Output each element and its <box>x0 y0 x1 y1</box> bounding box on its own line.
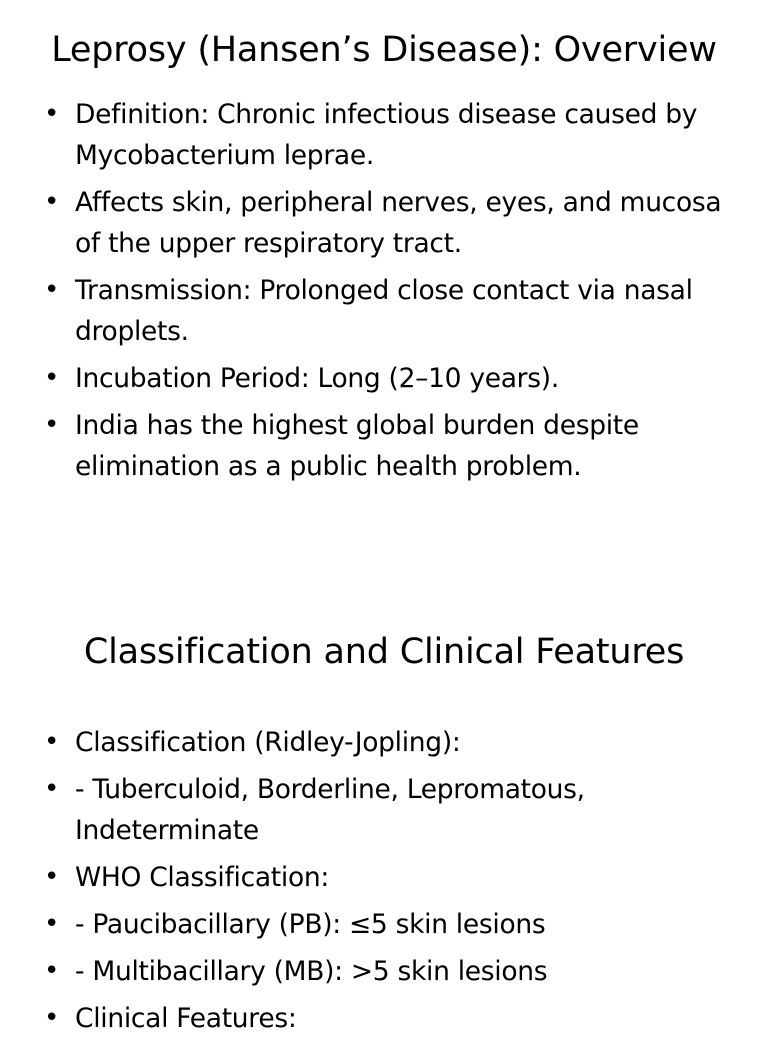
bullet-icon: • <box>44 275 60 305</box>
bullet-icon: • <box>44 1003 60 1033</box>
bullet-text: Definition: Chronic infectious disease caused by Mycobacterium leprae. <box>75 99 698 171</box>
slide-title: Leprosy (Hansen’s Disease): Overview <box>51 30 717 70</box>
bullet-icon: • <box>44 774 60 804</box>
bullet-icon: • <box>44 99 60 129</box>
bullet-text: WHO Classification: <box>75 862 329 893</box>
bullet-icon: • <box>44 909 60 939</box>
bullet-text: Incubation Period: Long (2–10 years). <box>75 363 559 394</box>
bullet-icon: • <box>44 410 60 440</box>
bullet-icon: • <box>44 363 60 393</box>
slide-classification <box>0 600 768 1034</box>
slide-title: Classification and Clinical Features <box>83 632 685 672</box>
bullet-icon: • <box>44 956 60 986</box>
bullet-icon: • <box>44 727 60 757</box>
list-item <box>0 857 768 898</box>
list-item <box>0 951 768 992</box>
bullet-text: Classification (Ridley-Jopling): <box>75 727 461 758</box>
list-item <box>0 405 768 487</box>
bullet-list <box>0 94 768 487</box>
bullet-text: - Multibacillary (MB): >5 skin lesions <box>75 956 548 987</box>
bullet-text: - Paucibacillary (PB): ≤5 skin lesions <box>75 909 546 940</box>
list-item <box>0 722 768 763</box>
list-item <box>0 358 768 399</box>
bullet-text: Transmission: Prolonged close contact via nasal droplets. <box>75 275 693 347</box>
list-item <box>0 270 768 352</box>
list-item <box>0 998 768 1039</box>
bullet-text: Clinical Features: <box>75 1003 297 1034</box>
list-item <box>0 904 768 945</box>
bullet-text: India has the highest global burden despite elimination as a public health problem. <box>75 410 639 482</box>
bullet-text: Affects skin, peripheral nerves, eyes, and mucosa of the upper respiratory tract. <box>75 187 722 259</box>
list-item <box>0 94 768 176</box>
bullet-icon: • <box>44 862 60 892</box>
bullet-list <box>0 722 768 1039</box>
list-item <box>0 182 768 264</box>
bullet-icon: • <box>44 187 60 217</box>
bullet-text: - Tuberculoid, Borderline, Lepromatous, Indeterminate <box>75 774 585 846</box>
list-item <box>0 769 768 851</box>
